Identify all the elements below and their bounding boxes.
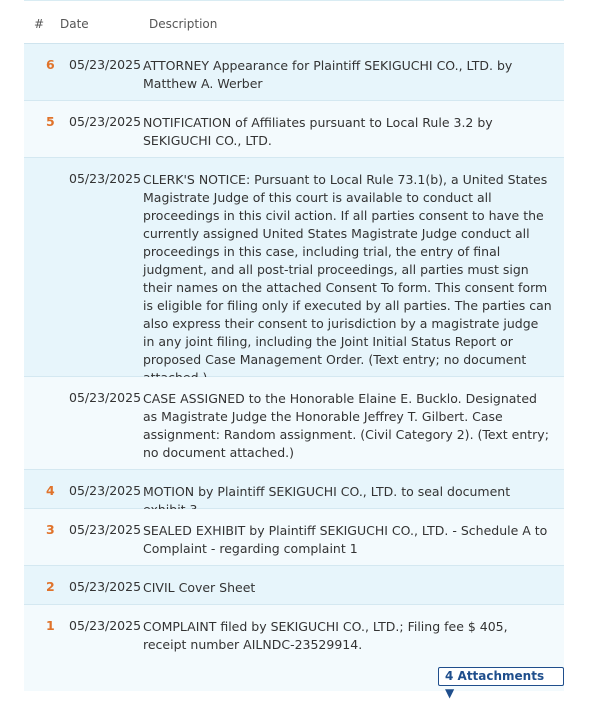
header-description: Description (149, 17, 218, 31)
docket-entry-2 (24, 566, 564, 605)
entry-description: MOTION by Plaintiff SEKIGUCHI CO., LTD. to seal document (143, 484, 511, 499)
docket-entry-5 (24, 101, 564, 158)
docket-entry-3 (24, 509, 564, 566)
entry-date: 05/23/2025 (69, 57, 142, 72)
header-number: # (34, 17, 45, 31)
entry-date: 05/23/2025 (69, 171, 142, 186)
entry-number-link[interactable]: 4 (46, 483, 55, 498)
entry-number-link[interactable]: 5 (46, 114, 55, 129)
entry-date: 05/23/2025 (69, 114, 142, 129)
entry-description: CIVIL Cover Sheet (143, 580, 256, 595)
entry-number-link[interactable]: 3 (46, 522, 55, 537)
entry-number-link[interactable]: 1 (46, 618, 55, 633)
docket-entry-clerks-notice (24, 158, 564, 377)
entry-description: CLERK'S NOTICE: Pursuant to Local Rule 73.1(b), a United States Magistrate Judge of this court is available to conduct all proceedings in this civil action. If all parties consent to have the currently assigned United States Magistrate Judge conduct all proceedings in this case, including trial, the entry of final judgment, and all post-trial proceedings, all parties must sign their names on the attached Consent To form. This consent form is eligible for filing only if executed by all parties. The parties can also express their consent to jurisdiction by a magistrate judge in any joint filing, including the Joint Initial Status Report or proposed Case Management Order. (Text entry; no document (143, 172, 552, 367)
entry-date: 05/23/2025 (69, 390, 142, 405)
docket-table (24, 0, 564, 700)
entry-description: CASE ASSIGNED to the Honorable Elaine E. Bucklo. Designated as Magistrate Judge the Honorable Jeffrey T. Gilbert. Case assignment: Random assignment. (Civil Category 2). (Text entry; no document attached.) (143, 391, 549, 460)
entry-number-link[interactable]: 2 (46, 579, 55, 594)
entry-description: COMPLAINT filed by SEKIGUCHI CO., LTD.; Filing fee $ 405, receipt number AILNDC-23529914. (143, 619, 508, 652)
docket-entry-case-assigned (24, 377, 564, 470)
attachments-toggle-button[interactable]: 4 Attachments ▼ (438, 667, 564, 686)
entry-description: NOTIFICATION of Affiliates pursuant to Local Rule 3.2 by SEKIGUCHI CO., LTD. (143, 115, 493, 148)
entry-description: ATTORNEY Appearance for Plaintiff SEKIGUCHI CO., LTD. by Matthew A. Werber (143, 58, 513, 91)
docket-entry-4 (24, 470, 564, 509)
header-date: Date (60, 17, 89, 31)
table-header (24, 0, 564, 44)
entry-description: SEALED EXHIBIT by Plaintiff SEKIGUCHI CO., LTD. - Schedule A to Complaint - regarding complaint 1 (143, 523, 548, 556)
entry-date: 05/23/2025 (69, 579, 142, 594)
docket-entry-1 (24, 605, 564, 700)
docket-entry-6 (24, 44, 564, 101)
entry-date: 05/23/2025 (69, 483, 142, 498)
entry-date: 05/23/2025 (69, 522, 142, 537)
entry-number-link[interactable]: 6 (46, 57, 55, 72)
entry-date: 05/23/2025 (69, 618, 142, 633)
